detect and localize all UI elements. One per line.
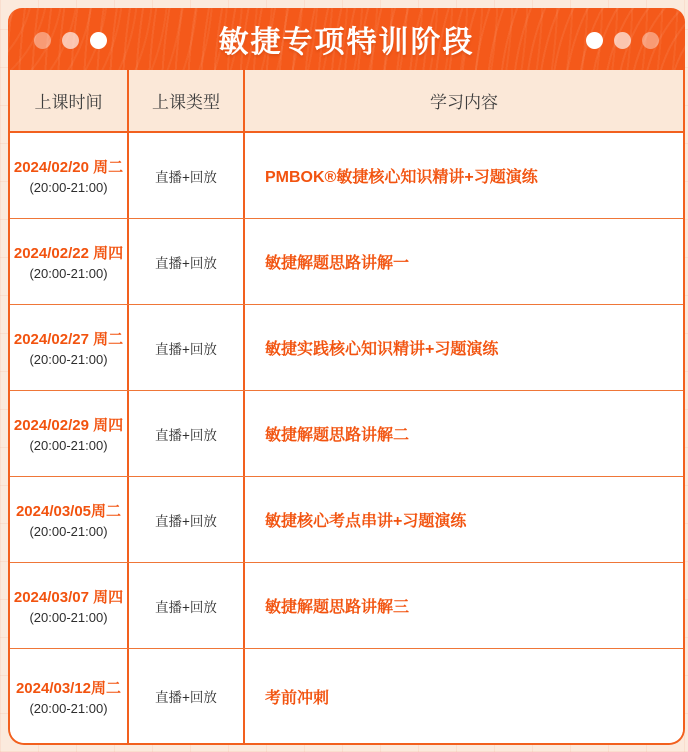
dot-icon [90, 32, 107, 49]
class-type: 直播+回放 [155, 427, 217, 443]
class-content: 敏捷解题思路讲解三 [265, 599, 410, 616]
class-content-cell [245, 305, 683, 390]
decorative-dots-left [34, 32, 107, 49]
class-type: 直播+回放 [155, 513, 217, 529]
class-content-cell [245, 477, 683, 562]
table-row [10, 563, 683, 649]
class-type-cell [129, 649, 245, 743]
class-type-cell [129, 477, 245, 562]
class-date: 2024/03/07 周四 [13, 589, 124, 606]
class-hours: (20:00-21:00) [29, 180, 108, 195]
class-time-cell [10, 133, 129, 218]
class-content-cell [245, 219, 683, 304]
class-type: 直播+回放 [155, 169, 217, 185]
class-content-cell [245, 649, 683, 743]
dot-icon [62, 32, 79, 49]
class-type: 直播+回放 [155, 255, 217, 271]
class-type-cell [129, 133, 245, 218]
class-time-cell [10, 219, 129, 304]
table-row [10, 133, 683, 219]
class-time-cell [10, 649, 129, 743]
dot-icon [614, 32, 631, 49]
class-type: 直播+回放 [155, 341, 217, 357]
class-content: 敏捷实践核心知识精讲+习题演练 [265, 341, 499, 358]
page-title: 敏捷专项特训阶段 [218, 26, 475, 59]
class-time-cell [10, 477, 129, 562]
schedule-table [8, 70, 685, 745]
class-content-cell [245, 391, 683, 476]
class-date: 2024/03/12周二 [15, 679, 122, 697]
class-type: 直播+回放 [155, 690, 217, 705]
dot-icon [34, 32, 51, 49]
class-content: 敏捷解题思路讲解二 [265, 427, 410, 444]
dot-icon [642, 32, 659, 49]
column-header-content: 学习内容 [430, 93, 498, 112]
table-header-row [10, 70, 683, 133]
column-header-time: 上课时间 [10, 70, 129, 131]
table-row [10, 219, 683, 305]
dot-icon [586, 32, 603, 49]
table-row [10, 649, 683, 743]
class-type-cell [129, 219, 245, 304]
class-date: 2024/02/29 周四 [13, 417, 124, 434]
class-content: 敏捷核心考点串讲+习题演练 [265, 513, 467, 530]
class-content-cell [245, 133, 683, 218]
table-row [10, 305, 683, 391]
table-body [10, 133, 683, 743]
class-content-cell [245, 563, 683, 648]
class-content: 敏捷解题思路讲解一 [265, 255, 410, 272]
class-date: 2024/02/20 周二 [13, 159, 124, 176]
class-hours: (20:00-21:00) [29, 438, 108, 453]
class-time-cell [10, 563, 129, 648]
table-row [10, 391, 683, 477]
class-date: 2024/02/22 周四 [13, 245, 124, 262]
class-type-cell [129, 563, 245, 648]
class-hours: (20:00-21:00) [29, 266, 108, 281]
class-hours: (20:00-21:00) [29, 700, 108, 716]
class-hours: (20:00-21:00) [29, 610, 108, 625]
schedule-card [8, 8, 685, 745]
class-time-cell [10, 305, 129, 390]
column-header-type: 上课类型 [129, 70, 245, 131]
decorative-dots-right [586, 32, 659, 49]
table-row [10, 477, 683, 563]
class-type-cell [129, 391, 245, 476]
banner [8, 8, 685, 70]
class-content: PMBOK®敏捷核心知识精讲+习题演练 [265, 169, 538, 186]
class-hours: (20:00-21:00) [29, 352, 108, 367]
class-type-cell [129, 305, 245, 390]
class-hours: (20:00-21:00) [29, 524, 108, 539]
class-date: 2024/03/05周二 [15, 503, 122, 520]
class-time-cell [10, 391, 129, 476]
class-type: 直播+回放 [155, 599, 217, 615]
class-date: 2024/02/27 周二 [13, 331, 124, 348]
class-content: 考前冲刺 [265, 689, 330, 707]
